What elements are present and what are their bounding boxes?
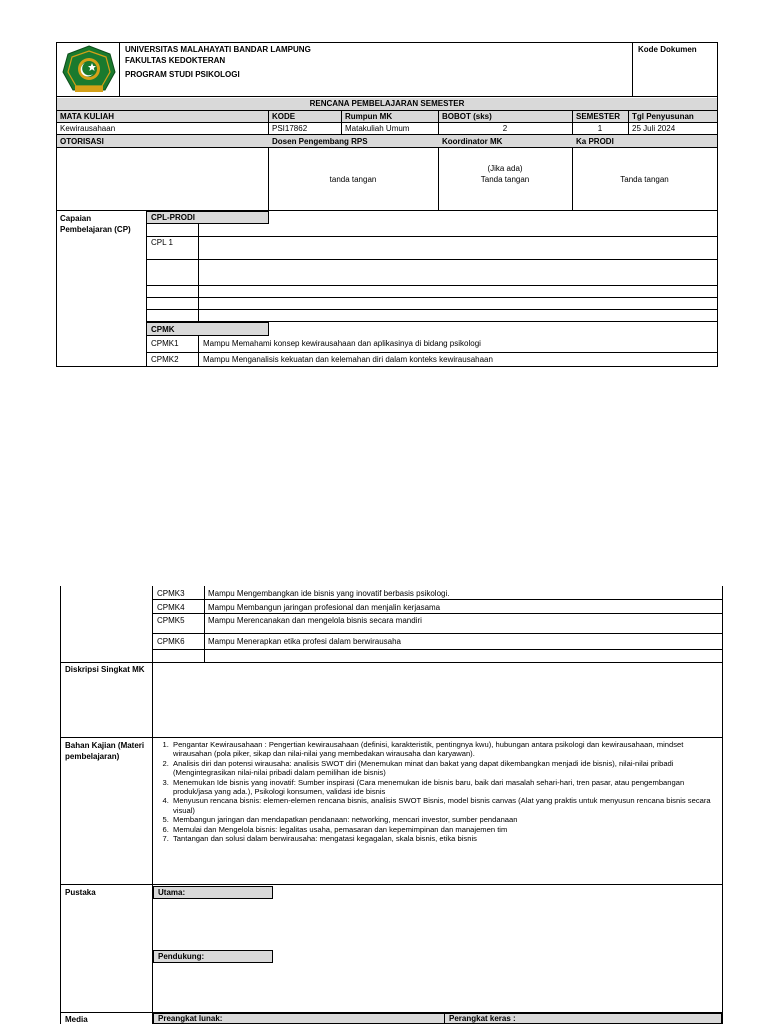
cpl-row [147, 224, 717, 237]
doc-code-cell [632, 42, 633, 97]
cpmk3-code: CPMK3 [157, 589, 185, 598]
cpmk2-text: Mampu Menganalisis kekuatan dan kelemahan diri dalam konteks kewirausahaan [203, 355, 493, 364]
list-item: 7. Tantangan dan solusi dalam berwirausaha: mengatasi kegagalan, skala bisnis, etika bisnis [171, 834, 721, 843]
list-item: 6. Memulai dan Mengelola bisnis: legalitas usaha, pemasaran dan kepemimpinan dan manajemen tim [171, 825, 721, 834]
divider [341, 111, 342, 135]
pustaka-label: Pustaka [65, 888, 96, 897]
cpmk4-text: Mampu Membangun jaringan profesional dan menjalin kerjasama [208, 603, 441, 612]
cpmk6-code: CPMK6 [157, 637, 185, 646]
label-bobot: BOBOT (sks) [442, 112, 492, 121]
divider [198, 336, 199, 367]
cpmk1-text: Mampu Memahami konsep kewirausahaan dan aplikasinya di bidang psikologi [203, 339, 481, 348]
list-item: 3. Menemukan Ide bisnis yang inovatif: Sumber inspirasi (Cara menemukan ide bisnis baru, baik dari masalah sehari-hari, tren pasar, atau pengembangan produk/jasa yang ada.), Psikologi konsumen, validasi ide bisnis [171, 778, 721, 797]
program-name: PROGRAM STUDI PSIKOLOGI [125, 70, 240, 79]
label-semester: SEMESTER [576, 112, 621, 121]
rps-title: RENCANA PEMBELAJARAN SEMESTER [57, 98, 717, 111]
koordinator-label: Koordinator MK [442, 137, 503, 146]
cpmk5-text: Mampu Merencanakan dan mengelola bisnis secara mandiri [208, 616, 422, 625]
cpmk-label: CPMK [146, 322, 269, 336]
pustaka-row [61, 885, 722, 1013]
cpmk1-code: CPMK1 [151, 339, 179, 348]
value-rumpun: Matakuliah Umum [345, 124, 410, 133]
faculty-name: FAKULTAS KEDOKTERAN [125, 56, 226, 65]
bahan-list [155, 740, 721, 843]
dosen-signature: tanda tangan [329, 175, 377, 184]
cpmk3-text: Mampu Mengembangkan ide bisnis yang inovatif berbasis psikologi. [208, 589, 450, 598]
cpl-row [147, 237, 717, 260]
doc-code-label: Kode Dokumen [638, 45, 697, 54]
list-item: 1. Pengantar Kewirausahaan : Pengertian kewirausahaan (definisi, karakteristik, pentingnya kwu), hubungan antara psikologi dan kewirausahaan, mindset wirausahan (pola piker, sikap dan nilai-nilai yang membedakan wirausaha dan karyawan). [171, 740, 721, 759]
cpl-row [147, 260, 717, 286]
utama-label: Utama: [153, 886, 273, 899]
kaprodi-signature: Tanda tangan [620, 175, 669, 184]
cp-label: Capaian Pembelajaran (CP) [60, 214, 131, 234]
koordinator-note: (Jika ada) [487, 164, 523, 173]
list-item: 2. Analisis diri dan potensi wirausaha: analisis SWOT diri (Menemukan minat dan bakat yang dapat dikembangkan menjadi ide bisnis), nilai-nilai pribadi (Mengintegrasikan nilai-nilai pribadi dalam pemilihan ide bisnis) [171, 759, 721, 778]
divider [198, 224, 199, 322]
pendukung-label: Pendukung: [153, 950, 273, 963]
perangkat-lunak-label: Preangkat lunak: [153, 1013, 445, 1024]
divider [628, 111, 629, 135]
deskripsi-row [61, 663, 722, 738]
value-tgl: 25 Juli 2024 [632, 124, 676, 133]
university-name: UNIVERSITAS MALAHAYATI BANDAR LAMPUNG [125, 45, 311, 54]
media-label: Media [65, 1015, 88, 1024]
dosen-label: Dosen Pengembang RPS [272, 137, 368, 146]
koordinator-signature: Tanda tangan [480, 175, 530, 184]
cpl-row [147, 310, 717, 322]
cpl1-label: CPL 1 [151, 238, 173, 247]
otorisasi-row [57, 135, 717, 148]
cpl-row [147, 286, 717, 298]
label-rumpun: Rumpun MK [345, 112, 393, 121]
list-item: 4. Menyusun rencana bisnis: elemen-elemen rencana bisnis, analisis SWOT Bisnis, model bisnis canvas (Alat yang praktis untuk menyusun rencana bisnis secara visual) [171, 796, 721, 815]
list-item: 5. Membangun jaringan dan mendapatkan pendanaan: networking, mencari investor, sumber pendanaan [171, 815, 721, 824]
value-kode: PSI17862 [272, 124, 308, 133]
bahan-label: Bahan Kajian (Materi pembelajaran) [65, 741, 145, 761]
perangkat-keras-label: Perangkat keras : [444, 1013, 722, 1024]
label-tgl: Tgl Penyusunan [632, 112, 694, 121]
cpmk4-code: CPMK4 [157, 603, 185, 612]
kaprodi-label: Ka PRODI [576, 137, 614, 146]
cpmk2-code: CPMK2 [151, 355, 179, 364]
label-mata-kuliah: MATA KULIAH [60, 112, 115, 121]
value-semester: 1 [597, 124, 603, 133]
value-mata-kuliah: Kewirausahaan [60, 124, 116, 133]
otorisasi-label: OTORISASI [60, 137, 104, 146]
label-kode: KODE [272, 112, 296, 121]
deskripsi-label: Diskripsi Singkat MK [65, 665, 145, 674]
cpmk6-text: Mampu Menerapkan etika profesi dalam berwirausaha [208, 637, 401, 646]
cpl-row [147, 298, 717, 310]
cpmk-row [60, 650, 723, 663]
cpl-prodi-label: CPL-PRODI [146, 211, 269, 224]
cpmk5-code: CPMK5 [157, 616, 185, 625]
university-seal-icon [61, 45, 117, 95]
value-bobot: 2 [502, 124, 508, 133]
